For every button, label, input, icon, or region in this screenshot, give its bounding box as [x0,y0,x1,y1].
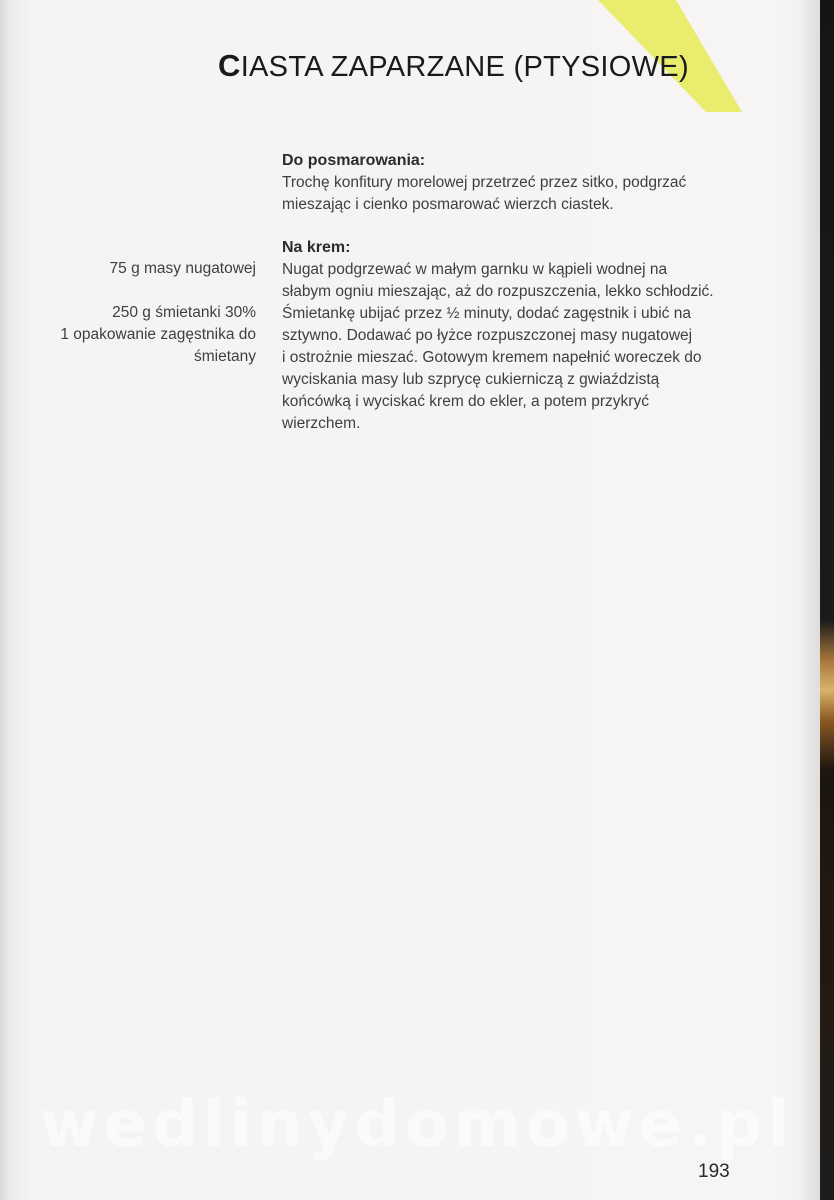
page-title [218,48,689,84]
ingredient-item: 250 g śmietanki 30% [112,304,256,321]
title-rest: IASTA ZAPARZANE (PTYSIOWE) [240,51,689,83]
ingredient-item: 1 opakowanie zagęstnika do [60,326,256,343]
ingredients-column [16,258,256,368]
instructions-column [282,150,762,435]
paragraph-line: Śmietankę ubijać przez ½ minuty, dodać zagęstnik i ubić na [282,305,691,322]
paragraph-line: wyciskania masy lub szprycę cukierniczą z gwiaździstą [282,371,660,388]
paragraph-line: Trochę konfitury morelowej przetrzeć przez sitko, podgrzać [282,174,687,191]
title-initial: C [218,48,241,83]
ingredient-item: śmietany [193,348,256,365]
paragraph-line: sztywno. Dodawać po łyżce rozpuszczonej masy nugatowej [282,327,693,344]
ingredient-item: 75 g masy nugatowej [109,260,256,277]
paragraph-line: wierzchem. [282,415,361,432]
page-number: 193 [698,1161,730,1182]
paragraph-line: słabym ogniu mieszając, aż do rozpuszczenia, lekko schłodzić. [282,283,714,300]
watermark: wedlinydomowe.pl [39,1088,795,1162]
section-heading-glaze: Do posmarowania: [282,152,426,169]
adjacent-page-edge [820,0,834,1200]
paragraph-line: Nugat podgrzewać w małym garnku w kąpieli wodnej na [282,261,668,278]
page-edge-shadow [798,0,820,1200]
paragraph-line: końcówką i wyciskać krem do ekler, a potem przykryć [282,393,649,410]
paragraph-line: mieszając i cienko posmarować wierzch ciastek. [282,196,614,213]
paragraph-line: i ostrożnie mieszać. Gotowym kremem napełnić woreczek do [282,349,702,366]
section-heading-cream: Na krem: [282,239,351,256]
